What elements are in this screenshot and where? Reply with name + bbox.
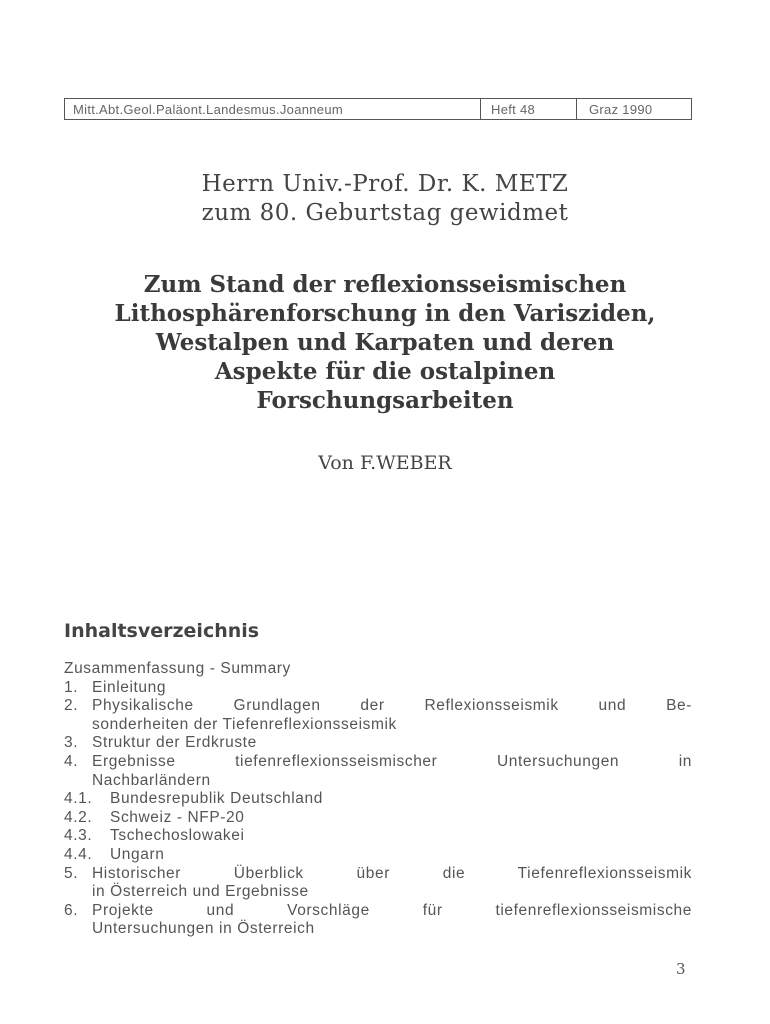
place-year: Graz 1990: [589, 101, 653, 117]
toc-item-number: 6.: [64, 901, 79, 919]
toc-item-continuation: Nachbarländern: [92, 771, 211, 789]
dedication-line-1: Herrn Univ.-Prof. Dr. K. METZ: [201, 171, 569, 197]
toc-item-text: Ergebnisse tiefenreflexionsseismischer Untersuchungen in: [92, 752, 692, 770]
toc-item-continuation: in Österreich und Ergebnisse: [92, 883, 309, 901]
page-number: 3: [676, 960, 686, 978]
article-title: [0, 270, 770, 415]
toc-item: [64, 865, 692, 884]
issue-number: Heft 48: [481, 99, 577, 119]
title-line-5: Forschungsarbeiten: [256, 387, 514, 414]
toc-item-number: 4.3.: [64, 827, 93, 845]
dedication: [0, 170, 770, 228]
toc-item-number: 4.2.: [64, 808, 93, 826]
title-line-2: Lithosphärenforschung in den Varisziden,: [114, 300, 656, 327]
toc-heading: Inhaltsverzeichnis: [64, 620, 260, 642]
toc-item: [64, 809, 692, 828]
title-line-3: Westalpen und Karpaten und deren: [155, 329, 615, 356]
toc-item-text: Schweiz - NFP-20: [110, 808, 245, 826]
toc-item: [64, 902, 692, 921]
toc-item-number: 4.4.: [64, 845, 93, 863]
title-line-4: Aspekte für die ostalpinen: [214, 358, 556, 385]
toc-item-number: 1.: [64, 678, 79, 696]
toc-intro: [64, 660, 692, 679]
toc-item-continuation: Untersuchungen in Österreich: [92, 920, 315, 938]
toc-item: [64, 846, 692, 865]
toc-intro-text: Zusammenfassung - Summary: [64, 660, 291, 677]
toc-item-text: Tschechoslowakei: [110, 827, 245, 845]
toc-item-text: Einleitung: [92, 678, 167, 696]
journal-header: [64, 98, 692, 120]
journal-name: Mitt.Abt.Geol.Paläont.Landesmus.Joanneum: [65, 99, 481, 119]
toc-item-number: 2.: [64, 697, 79, 715]
table-of-contents: [64, 660, 692, 939]
toc-item: [64, 790, 692, 809]
toc-item-text: Bundesrepublik Deutschland: [110, 790, 323, 808]
title-line-1: Zum Stand der reflexionsseismischen: [143, 271, 627, 298]
author-line: Von F.WEBER: [318, 452, 452, 474]
toc-item-text: Struktur der Erdkruste: [92, 734, 257, 752]
toc-item: [64, 679, 692, 698]
toc-item: [64, 734, 692, 753]
toc-item: [64, 827, 692, 846]
toc-item-number: 4.: [64, 752, 79, 770]
toc-item-text: Historischer Überblick über die Tiefenreflexionsseismik: [92, 864, 692, 882]
toc-item-number: 4.1.: [64, 790, 93, 808]
toc-item-text: Projekte und Vorschläge für tiefenreflexionsseismische: [92, 901, 692, 919]
toc-item-text: Ungarn: [110, 845, 165, 863]
toc-item-number: 3.: [64, 734, 79, 752]
toc-item-text: Physikalische Grundlagen der Reflexionsseismik und Be-: [92, 697, 692, 715]
toc-item: [64, 697, 692, 716]
toc-item: [64, 753, 692, 772]
dedication-line-2: zum 80. Geburtstag gewidmet: [201, 200, 569, 226]
toc-item-number: 5.: [64, 864, 79, 882]
toc-item-continuation: sonderheiten der Tiefenreflexionsseismik: [92, 715, 397, 733]
